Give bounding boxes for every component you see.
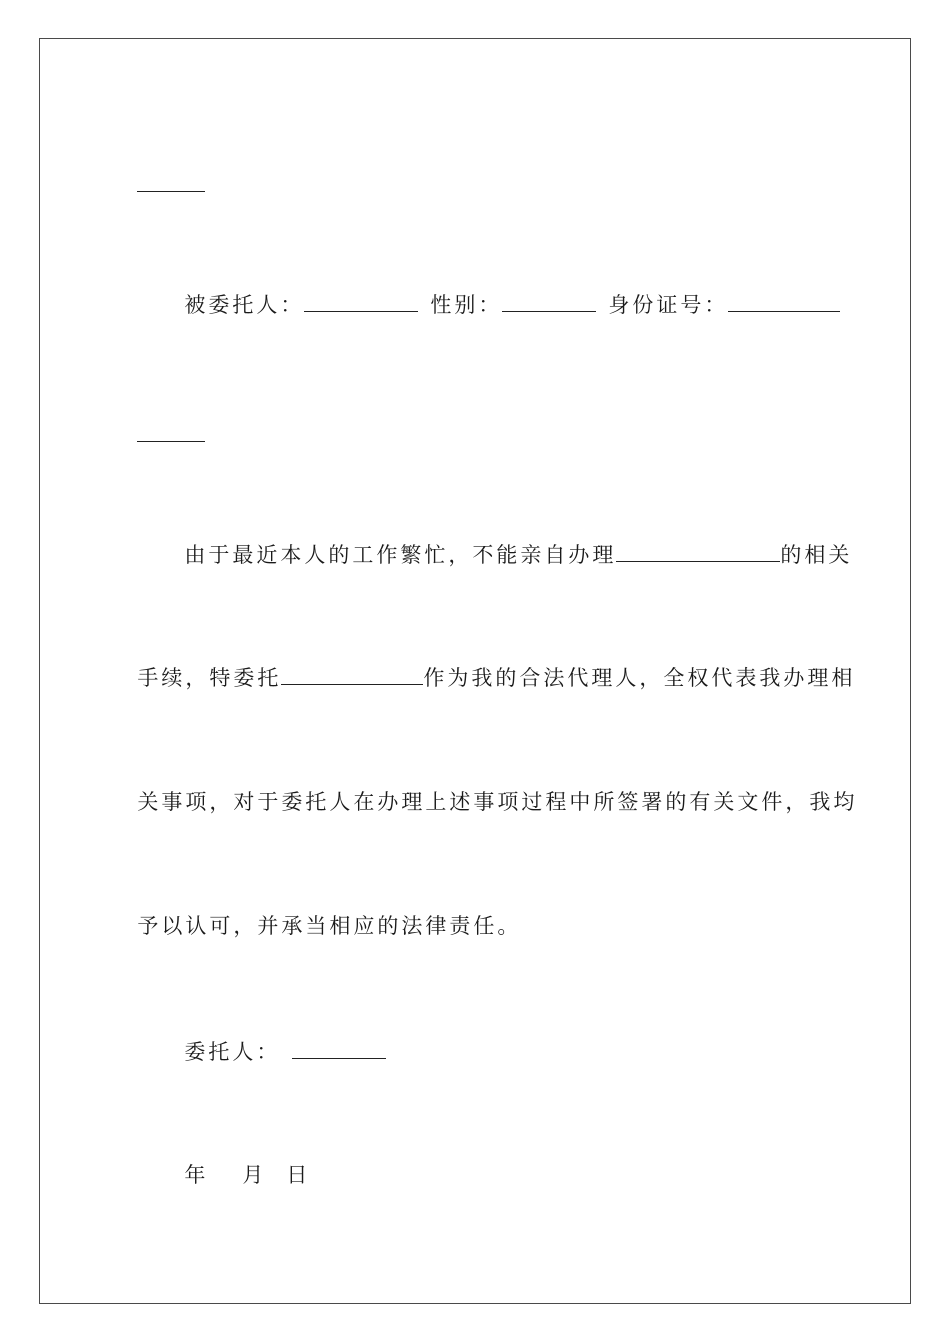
agent-info-row — [165, 260, 840, 320]
blank-line[interactable] — [137, 421, 205, 442]
body-text: 由于最近本人的工作繁忙，不能亲自办理 — [184, 543, 617, 567]
matter-blank[interactable] — [616, 541, 780, 562]
agent-name-blank[interactable] — [304, 291, 418, 312]
date-day: 日 — [286, 1163, 311, 1187]
continuation-blank-agent — [118, 390, 205, 450]
principal-signature-blank[interactable] — [292, 1038, 386, 1059]
date-row — [165, 1130, 310, 1190]
agent-label: 被委托人： — [184, 293, 305, 317]
body-text: 的相关 — [780, 543, 853, 567]
date-month: 月 — [242, 1163, 267, 1187]
blank-line[interactable] — [137, 171, 205, 192]
body-text: 手续，特委托 — [137, 666, 282, 690]
continuation-blank-top — [118, 140, 205, 200]
body-line-3 — [118, 757, 857, 817]
id-label: 身份证号： — [608, 293, 729, 317]
gender-label: 性别： — [430, 293, 503, 317]
signature-row — [165, 1007, 386, 1067]
principal-label: 委托人： — [184, 1040, 281, 1064]
body-text: 关事项，对于委托人在办理上述事项过程中所签署的有关文件，我均 — [137, 790, 858, 814]
body-line-1 — [165, 510, 852, 570]
body-line-2 — [118, 633, 855, 693]
gender-blank[interactable] — [502, 291, 596, 312]
body-line-4 — [118, 881, 521, 941]
body-text: 作为我的合法代理人，全权代表我办理相 — [423, 666, 856, 690]
agent-blank[interactable] — [281, 664, 423, 685]
id-number-blank[interactable] — [728, 291, 840, 312]
body-text: 予以认可，并承当相应的法律责任。 — [137, 914, 522, 938]
date-year: 年 — [184, 1163, 209, 1187]
